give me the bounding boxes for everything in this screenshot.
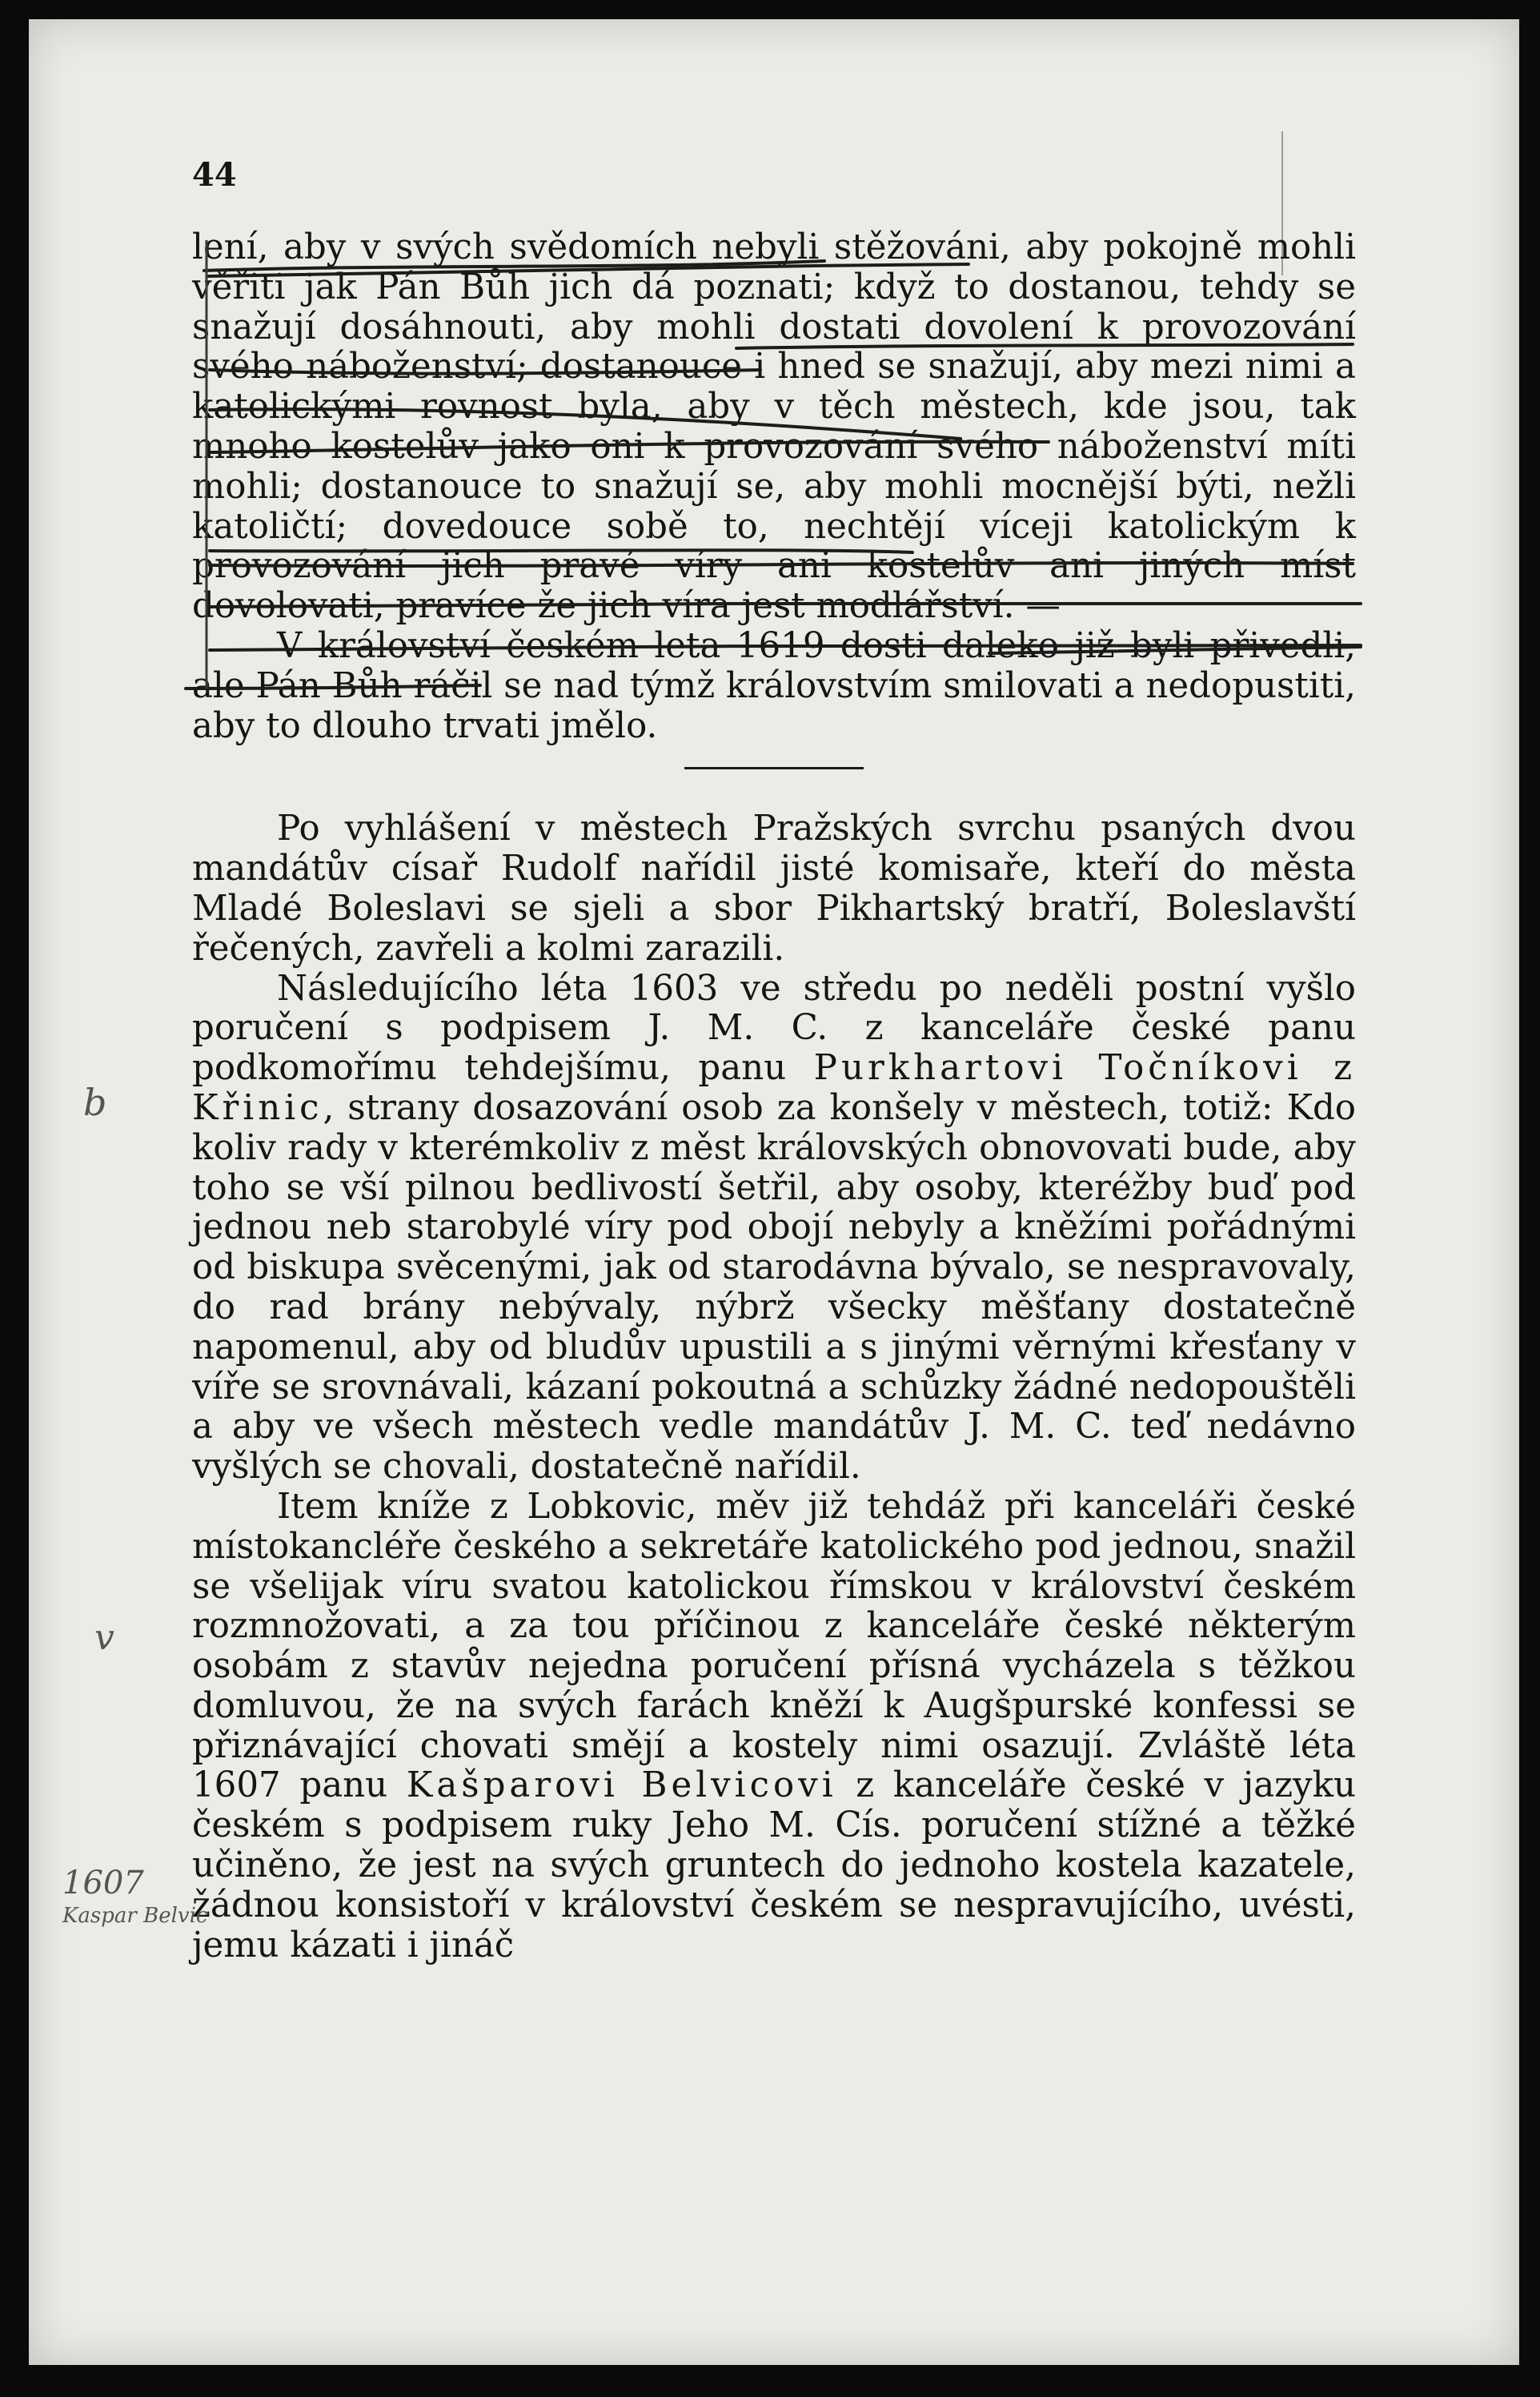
- paragraph-3: Po vyhlášení v městech Pražských svrchu psaných dvou mandátův císař Rudolf nařídil jisté komisaře, kteří do města Mladé Boleslavi se sjeli a sbor Pikhartský bratří, Boleslavští řečených, zavřeli a kolmi zarazili.: [192, 809, 1356, 969]
- margin-note-year: 1607: [62, 1865, 144, 1901]
- paragraph-2: V království českém leta 1619 dosti daleko již byli přivedli, ale Pán Bůh ráčil se nad týmž královstvím smilovati a nedopustiti, aby to dlouho trvati jmělo.: [192, 625, 1356, 746]
- margin-note-1: b: [83, 1081, 107, 1124]
- paragraph-1: lení, aby v svých svědomích nebyli stěžováni, aby pokojně mohli věřiti jak Pán Bůh jich dá poznati; když to dostanou, tehdy se snažují dosáhnouti, aby mohli dostati dovolení k provozování svého náboženství; dostanouce i hned se snažují, aby mezi nimi a katolickými rovnost byla, aby v těch městech, kde jsou, tak mnoho kostelův jako oni k provozování svého náboženství míti mohli; dostanouce to snažují se, aby mohli mocnější býti, nežli katoličtí; dovedouce sobě to, nechtějí víceji katolickým k provozování jich pravé víry ani kostelův ani jiných míst dovolovati, pravíce že jich víra jest modlářství. —: [192, 227, 1356, 627]
- paragraph-4-rest: , strany dosazování osob za konšely v městech, totiž: Kdo koliv rady v kterémkoliv z měst královských obnovovati bude, aby toho se vší pilnou bedlivostí šetřil, aby osoby, kteréžby buď pod jednou neb starobylé víry pod obojí nebyly a kněžími pořádnými od biskupa svěcenými, jak od starodávna bývalo, se nespravovaly, do rad brány nebývaly, nýbrž všecky měšťany dostatečně napomenul, aby od bludův upustili a s jinými věrnými křesťany v víře se srovnávali, kázaní pokoutná a schůzky žádné nedopouštěli a aby ve všech městech vedle mandátův J. M. C. teď nedávno vyšlých se chovali, dostatečně nařídil.: [192, 1087, 1356, 1488]
- margin-note-text: Kaspar Belvic: [62, 1904, 208, 1928]
- page-number: 44: [192, 156, 237, 194]
- person-name-purkhart: Purkhartovi Točníkovi z Křinic: [192, 1048, 1356, 1128]
- paragraph-4-start: Následujícího léta 1603 ve středu po neděli postní vyšlo poručení s podpisem J. M. C. z kanceláře české panu podkomořímu tehdejšímu, panu: [192, 968, 1356, 1089]
- person-name-kaspar: Kašparovi Belvicovi: [406, 1765, 837, 1806]
- paragraph-5-rest: z kanceláře české v jazyku českém s podpisem ruky Jeho M. Cís. poručení stížné a těžké učiněno, že jest na svých gruntech do jednoho kostela kazatele, žádnou konsistoří v království českém se nespravujícího, uvésti, jemu kázati i jináč: [192, 1765, 1357, 1965]
- body-text: [192, 228, 1356, 1965]
- paragraph-5: [192, 1488, 1356, 1966]
- margin-note-2: v: [94, 1617, 114, 1658]
- paragraph-5-start: Item kníže z Lobkovic, měv již tehdáž při kanceláři české místokancléře českého a sekretáře katolického pod jednou, snažil se všelijak víru svatou katolickou římskou v království českém rozmnožovati, a za tou příčinou z kanceláře české některým osobám z stavův nejedna poručení přísná vycházela s těžkou domluvou, že na svých farách kněží k Augšpurské konfessi se přiznávající chovati smějí a kostely nimi osazují. Zvláště léta 1607 panu: [192, 1486, 1356, 1806]
- margin-note-3: [62, 1865, 207, 1928]
- paragraph-4: [192, 970, 1356, 1488]
- section-separator: [684, 767, 864, 769]
